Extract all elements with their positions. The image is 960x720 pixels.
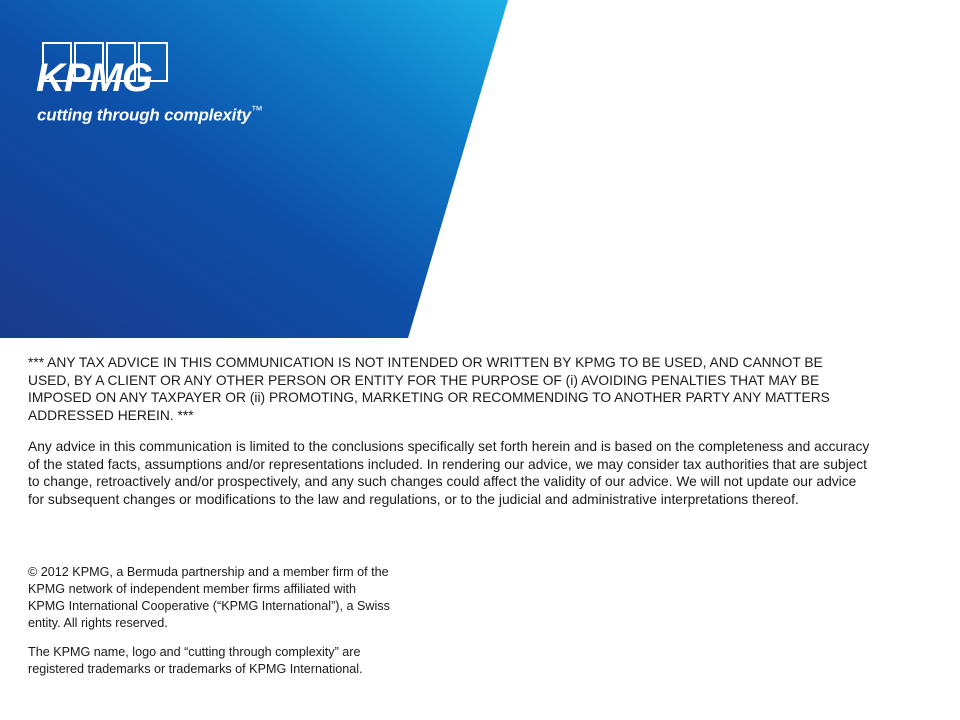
trademark-notice: The KPMG name, logo and “cutting through complexity” are registered trademarks or trademarks of KPMG International. (28, 645, 363, 676)
brand-tagline (37, 103, 263, 126)
advice-paragraph: Any advice in this communication is limited to the conclusions specifically set forth herein and is based on the completeness and accuracy of the stated facts, assumptions and/or representations included. In rendering our advice, we may consider tax authorities that are subject to change, retroactively and/or prospectively, and any such changes could affect the validity of our advice. We will not update our advice for subsequent changes or modifications to the law and regulations, or to the judicial and administrative interpretations thereof. (28, 439, 870, 507)
kpmg-logo-text: KPMG (36, 56, 152, 100)
hero-banner (0, 0, 960, 338)
trademark-symbol: ™ (250, 103, 263, 117)
copyright-notice: © 2012 KPMG, a Bermuda partnership and a member firm of the KPMG network of independent member firms affiliated with KPMG International Cooperative (“KPMG International”), a Swiss entity. All rights reserved. (28, 565, 390, 630)
tax-disclaimer: *** ANY TAX ADVICE IN THIS COMMUNICATION IS NOT INTENDED OR WRITTEN BY KPMG TO BE USED, AND CANNOT BE USED, BY A CLIENT OR ANY OTHER PERSON OR ENTITY FOR THE PURPOSE OF (i) AVOIDING PENALTIES THAT MAY BE IMPOSED ON ANY TAXPAYER OR (ii) PROMOTING, MARKETING OR RECOMMENDING TO ANOTHER PARTY ANY MATTERS ADDRESSED HEREIN. *** (28, 355, 830, 423)
tagline-text: cutting through complexity (37, 105, 251, 125)
